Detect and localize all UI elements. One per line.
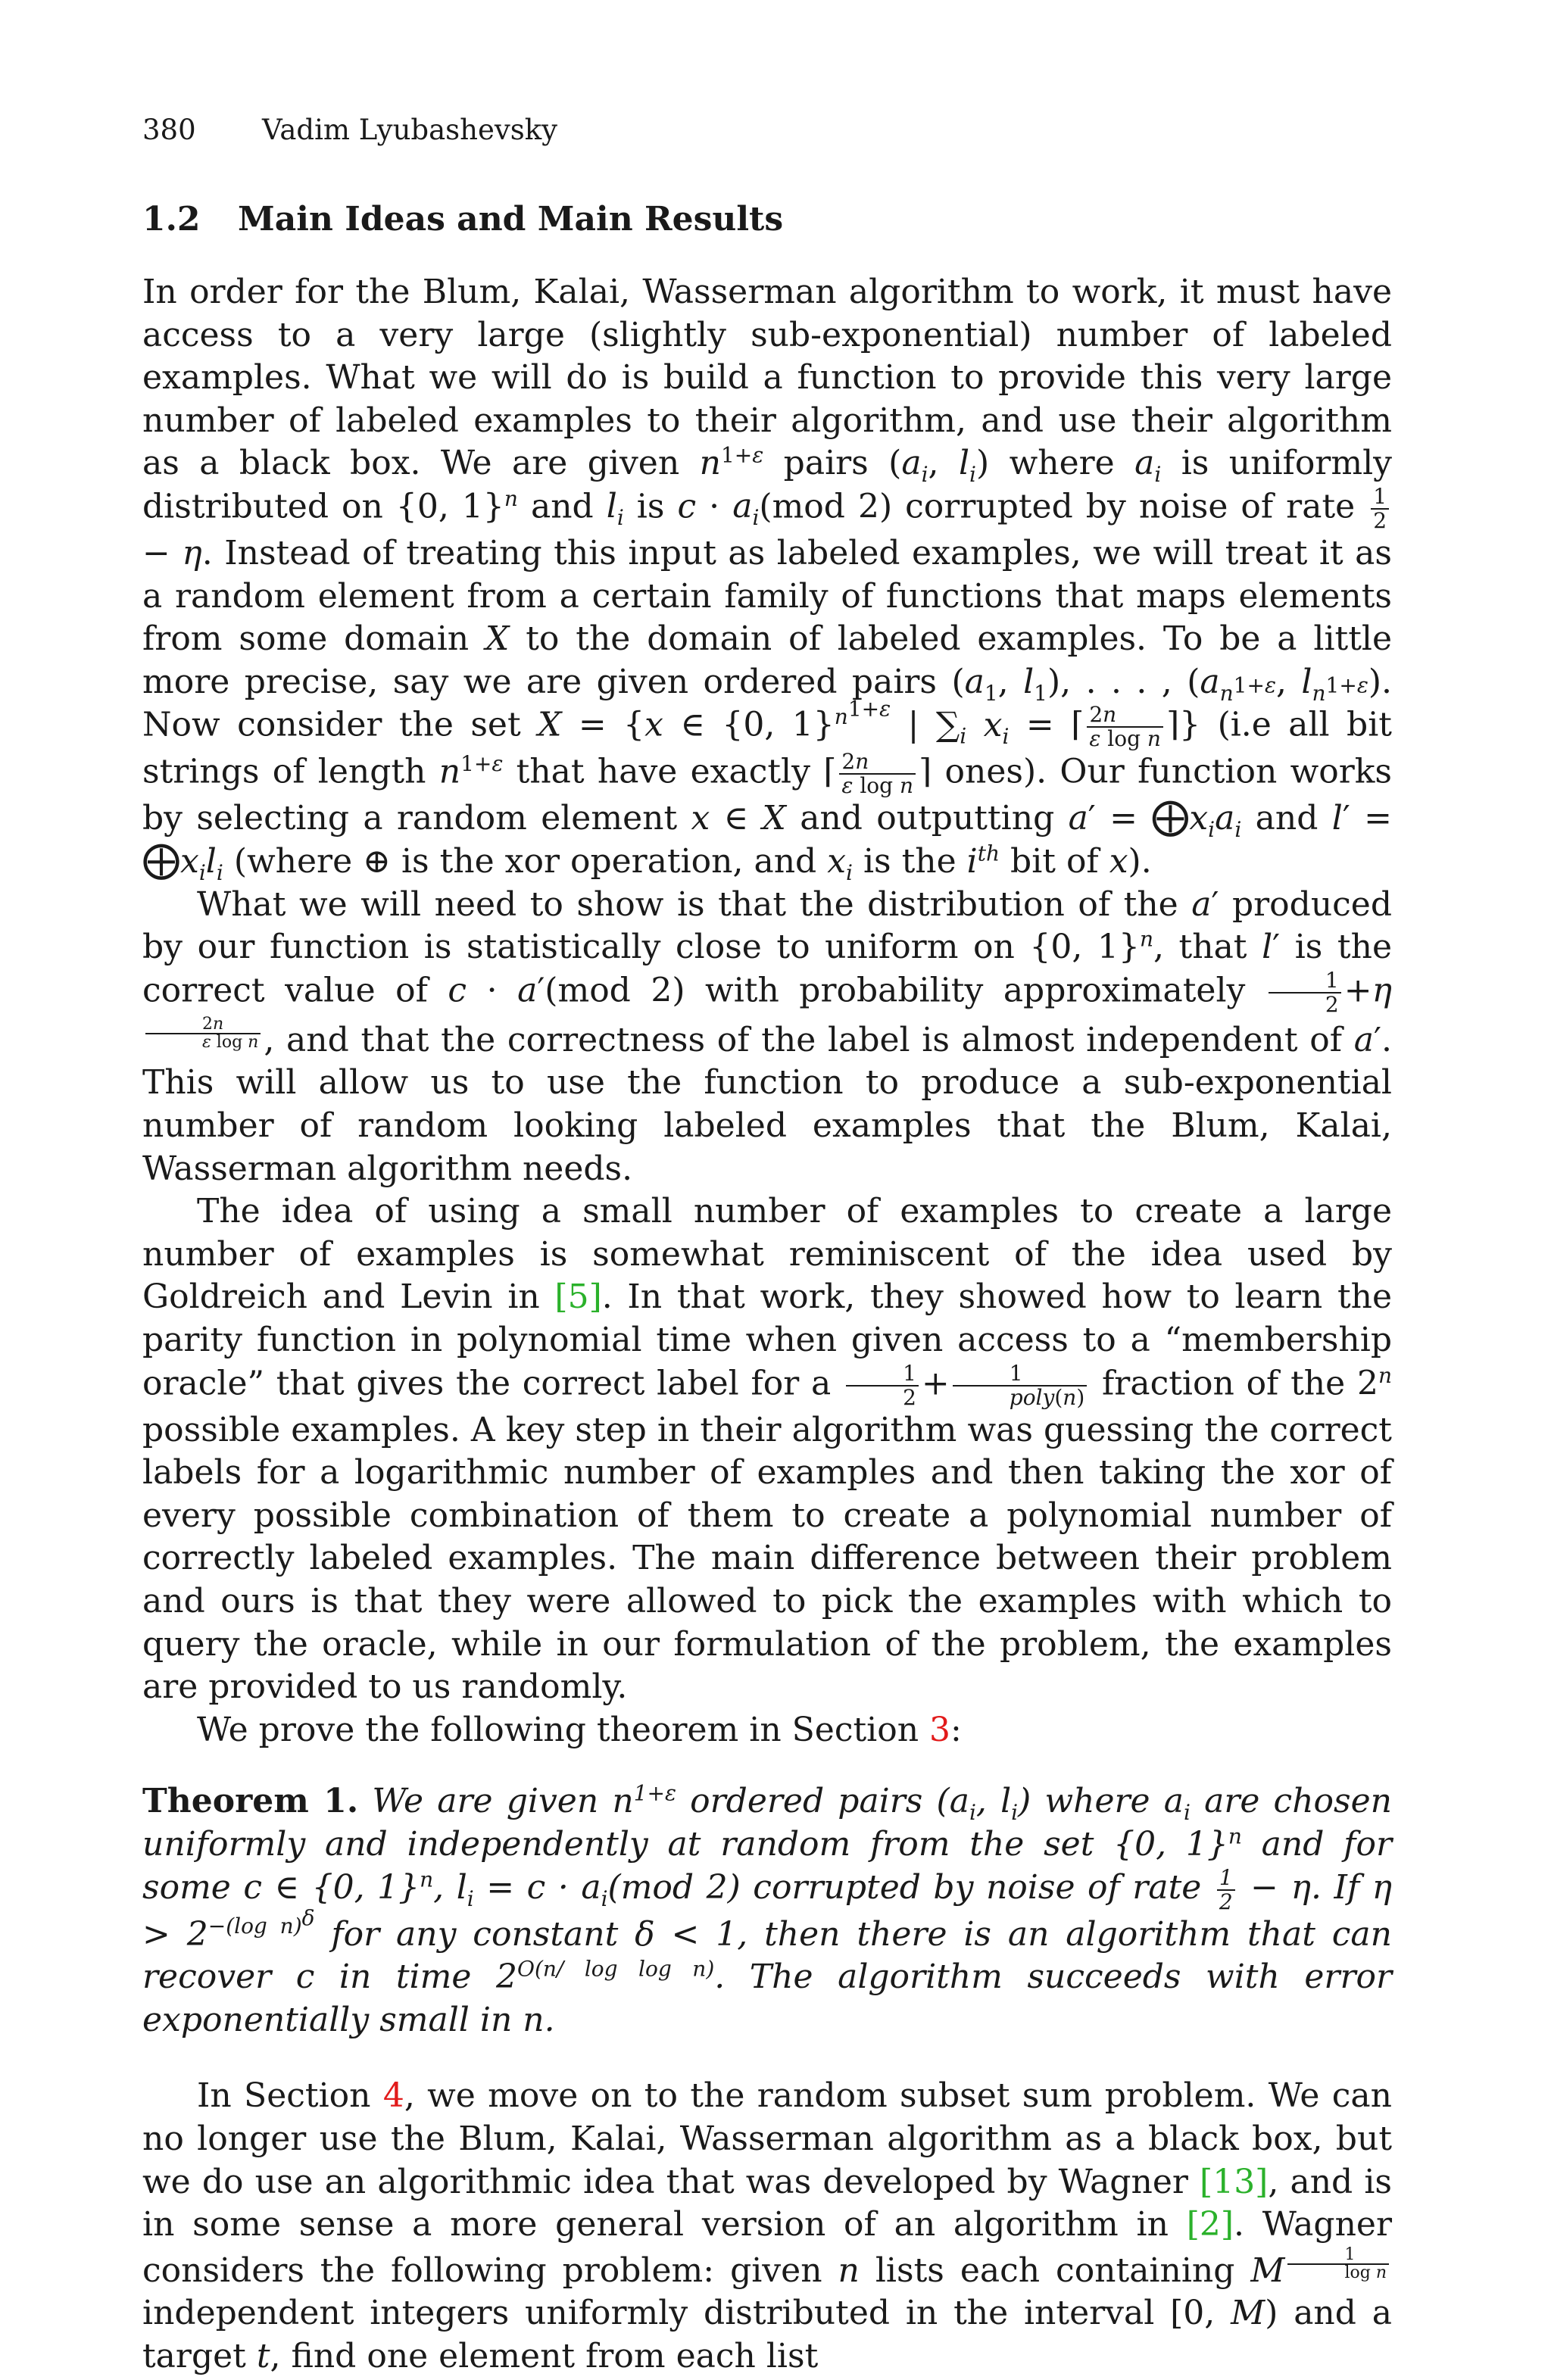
page-number: 380 xyxy=(142,114,196,146)
paragraph-4: We prove the following theorem in Section 3: xyxy=(197,1710,962,1749)
section-title: Main Ideas and Main Results xyxy=(238,200,784,239)
section-link[interactable]: 4 xyxy=(382,2076,404,2116)
section-heading xyxy=(142,197,1392,242)
running-head xyxy=(142,112,1392,148)
citation-link[interactable]: [13] xyxy=(1200,2162,1269,2201)
theorem-1: Theorem 1. We are given $n^{1+\varepsilon}$ ordered pairs ($a_i$, $l_i$) where $a_i$ are chosen uniformly and independently at random from the set {0, 1}$^n$ and for some c ∈ {0, 1}$^n$, $l_i = c \cdot a_i(mod$ 2) corrupted by noise of rate $\frac{1}{2}$ − η. If $\eta > 2^{-(log n)^\delta}$ for any constant δ < 1, then there is an algorithm that can recover c in time $2^{O(n/ log log n)}$. The algorithm succeeds with error exponentially small in n. xyxy=(142,1780,1393,2039)
paragraph-5: In Section 4, we move on to the random subset sum problem. We can no longer use the Blum, Kalai, Wasserman algorithm as a black box, but we do use an algorithmic idea that was developed by Wagner [13], and is in some sense a more general version of an algorithm in [2]. Wagner considers the following problem: given n lists each containing M $^{\frac{1}{\text{log n}}}$ independent integers uniformly distributed in the interval [0, M) and a target t, find one element from each list xyxy=(142,2076,1392,2376)
page-content xyxy=(142,112,1392,2378)
paragraph-2: What we will need to show is that the distribution of the a′ produced by our function is statistically close to uniform on {0, 1}$^n$, that l′ is the correct value of c · a′(mod 2) with probability approximately $\frac{1}{2}$ +η $^{\frac{2n}{\text{ε log n}}}$ , and that the correctness of the label is almost independent of a′. This will allow us to use the function to produce a sub-exponential number of random looking labeled examples that the Blum, Kalai, Wasserman algorithm needs. xyxy=(142,884,1393,1188)
section-number: 1.2 xyxy=(142,200,201,239)
section-link[interactable]: 3 xyxy=(929,1710,951,1749)
running-head-author: Vadim Lyubashevsky xyxy=(262,114,558,146)
paragraph-1: In order for the Blum, Kalai, Wasserman algorithm to work, it must have access to a very large (slightly sub-exponential) number of labeled examples. What we will do is build a function to provide this very large number of labeled examples to their algorithm, and use their algorithm as a black box. We are given $n^{1+\varepsilon}$ pairs ($a_i$, $l_i$) where $a_i$ is uniformly distributed on {0, 1}$^n$ and $l_i$ is $c \cdot a_i(mod$ 2) corrupted by noise of rate $\frac{1}{2}$ − η. Instead of treating this input as labeled examples, we will treat it as a random element from a certain family of functions that maps elements from some domain X to the domain of labeled examples. To be a little more precise, say we are given ordered pairs ($a_1$, $l_1$), . . . , ($a_{n^{1+\varepsilon}}$, $l_{n^{1+\varepsilon}}$). Now consider the set X = {x ∈ {0, 1}$^{n^{1+\varepsilon}}$ | $\sum_i$ $x_i$ = ⌈ $\frac{2n}{\text{ε log n}}$ ⌉} (i.e all bit strings of length $n^{1+\varepsilon}$ that have exactly ⌈ $\frac{2n}{\text{ε log n}}$ ⌉ ones). Our function works by selecting a random element x ∈ X and outputting $a' = ⨁x_ia_i$ and $l' = ⨁x_il_i$ (where ⊕ is the xor operation, and $x_i$ is the $i^{th}$ bit of x). xyxy=(142,273,1393,885)
citation-link[interactable]: [2] xyxy=(1186,2205,1234,2244)
paragraph-3: The idea of using a small number of examples to create a large number of examples is somewhat reminiscent of the idea used by Goldreich and Levin in [5]. In that work, they showed how to learn the parity function in polynomial time when given access to a “membership oracle” that gives the correct label for a $\frac{1}{2}$ + $\frac{1}{\text{poly(n)}}$ fraction of the 2$^n$ possible examples. A key step in their algorithm was guessing the correct labels for a logarithmic number of examples and then taking the xor of every possible combination of them to create a polynomial number of correctly labeled examples. The main difference between their problem and ours is that they were allowed to pick the examples with which to query the oracle, while in our formulation of the problem, the examples are provided to us randomly. xyxy=(142,1192,1393,1707)
theorem-label: Theorem 1. xyxy=(142,1782,359,1821)
citation-link[interactable]: [5] xyxy=(554,1277,602,1317)
